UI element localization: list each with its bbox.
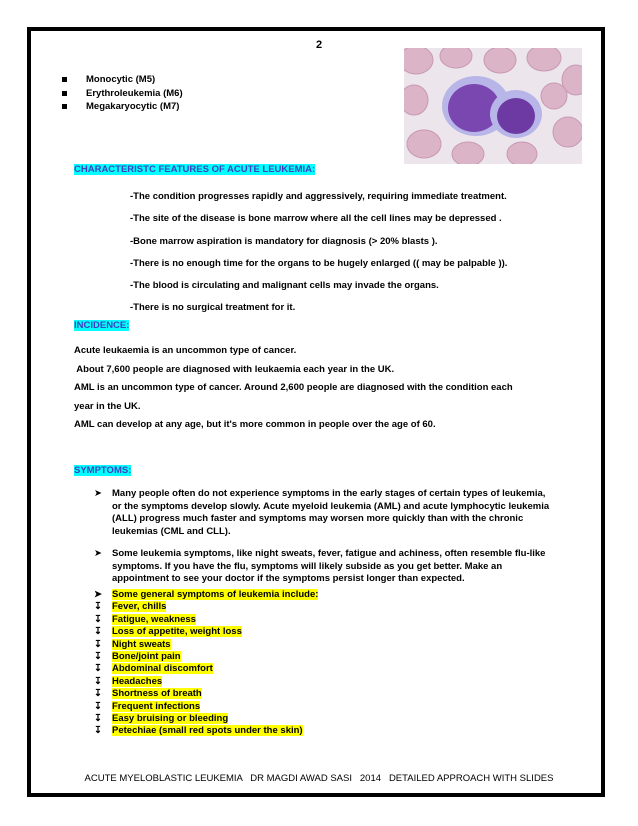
symptoms-heading: SYMPTOMS: <box>74 465 132 476</box>
list-item: ↧ Headaches <box>94 675 163 687</box>
list-item: Erythroleukemia (M6) <box>60 87 183 101</box>
list-item: ➤ Some general symptoms of leukemia include: <box>94 589 319 600</box>
list-item: ↧ Easy bruising or bleeding <box>94 712 229 724</box>
list-item: -Bone marrow aspiration is mandatory for diagnosis (> 20% blasts ). <box>130 235 438 247</box>
text-line: year in the UK. <box>74 400 141 412</box>
square-bullet-icon <box>62 77 67 82</box>
down-arrow-icon: ↧ <box>94 725 102 737</box>
blood-smear-image <box>404 48 582 164</box>
features-heading: CHARACTERISTC FEATURES OF ACUTE LEUKEMIA: <box>74 164 316 175</box>
list-item: -The condition progresses rapidly and aggressively, requiring immediate treatment. <box>130 191 507 202</box>
list-item: ↧ Abdominal discomfort <box>94 663 213 675</box>
incidence-text <box>74 342 554 435</box>
list-item: ↧ Fever, chills <box>94 601 167 613</box>
down-arrow-icon: ↧ <box>94 638 102 650</box>
incidence-heading: INCIDENCE: <box>74 320 130 331</box>
down-arrow-icon: ↧ <box>94 663 102 675</box>
text-line: AML is an uncommon type of cancer. Around 2,600 people are diagnosed with the condition each <box>74 382 513 393</box>
page-footer: ACUTE MYELOBLASTIC LEUKEMIA DR MAGDI AWAD SASI 2014 DETAILED APPROACH WITH SLIDES <box>84 773 554 784</box>
symptom-paragraphs <box>94 488 554 586</box>
down-arrow-icon: ↧ <box>94 712 102 724</box>
list-item: ↧ Shortness of breath <box>94 688 202 700</box>
down-arrow-icon: ↧ <box>94 688 102 700</box>
down-arrow-icon: ↧ <box>94 626 102 638</box>
down-arrow-icon: ↧ <box>94 650 102 662</box>
list-item: -There is no enough time for the organs to be hugely enlarged (( may be palpable )). <box>130 257 508 269</box>
list-item: -There is no surgical treatment for it. <box>130 302 296 314</box>
list-item: ↧ Night sweats <box>94 638 171 650</box>
text-line: Acute leukaemia is an uncommon type of cancer. <box>74 345 297 356</box>
down-arrow-icon: ↧ <box>94 700 102 712</box>
list-item: ↧ Loss of appetite, weight loss <box>94 626 242 638</box>
list-item: Megakaryocytic (M7) <box>60 100 183 114</box>
down-arrow-icon: ↧ <box>94 675 102 687</box>
text-line: AML can develop at any age, but it's more common in people over the age of 60. <box>74 419 436 430</box>
list-item: ↧ Petechiae (small red spots under the skin) <box>94 725 303 737</box>
down-arrow-icon: ↧ <box>94 601 102 613</box>
square-bullet-icon <box>62 104 67 109</box>
square-bullet-icon <box>62 91 67 96</box>
page-number: 2 <box>315 39 323 51</box>
arrow-bullet-icon: ➤ <box>94 488 102 499</box>
list-item: ↧ Frequent infections <box>94 700 201 712</box>
list-item: ➤ Many people often do not experience symptoms in the early stages of certain types of leukemia, or the symptoms develop slowly. Acute myeloid leukemia (AML) and acute lymphocytic leukemia (ALL) progress much faster and symptoms may worsen more quickly than with the chronic leukemias (CML and CLL). <box>94 488 550 537</box>
arrow-bullet-icon: ➤ <box>94 548 102 559</box>
down-arrow-icon: ↧ <box>94 613 102 625</box>
list-item: Monocytic (M5) <box>60 73 183 87</box>
list-item: ↧ Bone/joint pain <box>94 650 181 662</box>
features-list <box>130 186 507 320</box>
arrow-bullet-icon: ➤ <box>94 589 102 600</box>
text-line: About 7,600 people are diagnosed with leukaemia each year in the UK. <box>74 363 395 375</box>
list-item: -The blood is circulating and malignant cells may invade the organs. <box>130 280 439 292</box>
list-item: ➤ Some leukemia symptoms, like night sweats, fever, fatigue and achiness, often resemble flu-like symptoms. If you have the flu, symptoms will likely subside as you get better. Make an appointment to see your doctor if the symptoms persist longer than expected. <box>94 548 546 584</box>
list-item: -The site of the disease is bone marrow where all the cell lines may be depressed . <box>130 213 502 225</box>
subtype-list <box>60 73 183 114</box>
list-item: ↧ Fatigue, weakness <box>94 613 196 625</box>
general-symptoms-list <box>94 589 318 738</box>
